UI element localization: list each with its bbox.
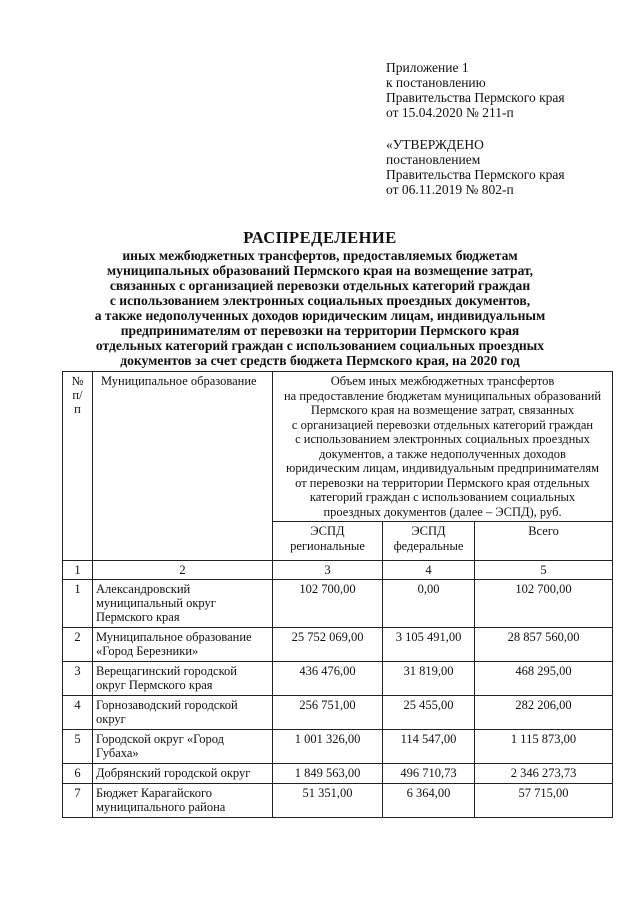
row-num: 4 bbox=[63, 696, 93, 730]
header-main-line: юридическим лицам, индивидуальным предпринимателям bbox=[286, 461, 599, 475]
index-cell: 4 bbox=[383, 561, 475, 580]
header-name: Муниципальное образование bbox=[93, 372, 273, 561]
row-total: 102 700,00 bbox=[475, 580, 613, 628]
subheader-total: Всего bbox=[475, 522, 613, 561]
subheader-federal: ЭСПД федеральные bbox=[383, 522, 475, 561]
row-num: 2 bbox=[63, 628, 93, 662]
subtitle-line: документов за счет средств бюджета Пермского края, на 2020 год bbox=[120, 353, 520, 368]
row-total: 282 206,00 bbox=[475, 696, 613, 730]
appendix-line: Правительства Пермского края bbox=[386, 90, 565, 105]
approved-line: от 06.11.2019 № 802-п bbox=[386, 182, 514, 197]
row-total: 2 346 273,73 bbox=[475, 764, 613, 784]
subtitle-line: предпринимателям от перевозки на территории Пермского края bbox=[120, 323, 520, 338]
header-main-line: с организацией перевозки отдельных категорий граждан bbox=[291, 417, 594, 432]
header-main-line: на предоставление бюджетам муниципальных образований bbox=[283, 388, 602, 403]
appendix-line: к постановлению bbox=[386, 75, 486, 90]
row-name: Муниципальное образование «Город Березники» bbox=[93, 628, 273, 662]
row-name: Верещагинский городской округ Пермского края bbox=[93, 662, 273, 696]
table-row bbox=[63, 662, 613, 696]
document-subtitle bbox=[50, 248, 590, 368]
header-main-line: Объем иных межбюджетных трансфертов bbox=[330, 374, 555, 388]
row-regional: 1 849 563,00 bbox=[273, 764, 383, 784]
row-name: Добрянский городской округ bbox=[93, 764, 273, 784]
row-name: Горнозаводский городской округ bbox=[93, 696, 273, 730]
subtitle-line: а также недополученных доходов юридическим лицам, индивидуальным bbox=[94, 308, 546, 323]
index-cell: 2 bbox=[93, 561, 273, 580]
header-main-line: от перевозки на территории Пермского края отдельных bbox=[295, 475, 590, 490]
row-regional: 256 751,00 bbox=[273, 696, 383, 730]
row-total: 57 715,00 bbox=[475, 784, 613, 818]
subtitle-line: отдельных категорий граждан с использованием социальных проездных bbox=[95, 338, 545, 353]
appendix-line: от 15.04.2020 № 211-п bbox=[386, 105, 514, 120]
row-federal: 3 105 491,00 bbox=[383, 628, 475, 662]
row-num: 7 bbox=[63, 784, 93, 818]
row-regional: 25 752 069,00 bbox=[273, 628, 383, 662]
subheader-regional: ЭСПД региональные bbox=[273, 522, 383, 561]
row-num: 5 bbox=[63, 730, 93, 764]
row-name: Городской округ «Город Губаха» bbox=[93, 730, 273, 764]
approved-line: постановлением bbox=[386, 152, 481, 167]
table-row bbox=[63, 696, 613, 730]
table-row bbox=[63, 730, 613, 764]
header-main-line: документов, а также недополученных доходов bbox=[319, 446, 566, 461]
subtitle-line: муниципальных образований Пермского края на возмещение затрат, bbox=[106, 263, 534, 278]
row-num: 1 bbox=[63, 580, 93, 628]
header-main-line: с использованием электронных социальных проездных bbox=[295, 432, 590, 446]
table-index-row bbox=[63, 561, 613, 580]
appendix-block bbox=[386, 60, 565, 120]
header-main-line: Пермского края на возмещение затрат, связанных bbox=[310, 403, 575, 417]
row-num: 6 bbox=[63, 764, 93, 784]
table-header-row bbox=[63, 372, 613, 522]
row-federal: 6 364,00 bbox=[383, 784, 475, 818]
table-row bbox=[63, 580, 613, 628]
row-total: 28 857 560,00 bbox=[475, 628, 613, 662]
row-total: 1 115 873,00 bbox=[475, 730, 613, 764]
row-federal: 31 819,00 bbox=[383, 662, 475, 696]
table-row bbox=[63, 784, 613, 818]
subtitle-line: с использованием электронных социальных проездных документов, bbox=[109, 293, 531, 308]
distribution-table bbox=[62, 371, 613, 818]
row-num: 3 bbox=[63, 662, 93, 696]
header-main-line: категорий граждан с использованием социальных bbox=[309, 490, 576, 504]
document-heading: РАСПРЕДЕЛЕНИЕ bbox=[243, 228, 397, 247]
row-federal: 114 547,00 bbox=[383, 730, 475, 764]
row-federal: 25 455,00 bbox=[383, 696, 475, 730]
header-main-line: проездных документов (далее – ЭСПД), руб. bbox=[323, 504, 562, 519]
approved-block bbox=[386, 137, 565, 197]
index-cell: 5 bbox=[475, 561, 613, 580]
subtitle-line: иных межбюджетных трансфертов, предоставляемых бюджетам bbox=[122, 248, 518, 263]
approved-line: «УТВЕРЖДЕНО bbox=[386, 137, 484, 152]
row-name: Бюджет Карагайского муниципального района bbox=[93, 784, 273, 818]
header-num: № п/п bbox=[63, 372, 93, 561]
approved-line: Правительства Пермского края bbox=[386, 167, 565, 182]
row-federal: 0,00 bbox=[383, 580, 475, 628]
header-main bbox=[273, 372, 613, 522]
index-cell: 1 bbox=[63, 561, 93, 580]
row-regional: 1 001 326,00 bbox=[273, 730, 383, 764]
appendix-line: Приложение 1 bbox=[386, 60, 469, 75]
row-regional: 51 351,00 bbox=[273, 784, 383, 818]
row-regional: 102 700,00 bbox=[273, 580, 383, 628]
row-total: 468 295,00 bbox=[475, 662, 613, 696]
row-federal: 496 710,73 bbox=[383, 764, 475, 784]
table-row bbox=[63, 628, 613, 662]
index-cell: 3 bbox=[273, 561, 383, 580]
row-regional: 436 476,00 bbox=[273, 662, 383, 696]
table-row bbox=[63, 764, 613, 784]
row-name: Александровский муниципальный округ Пермского края bbox=[93, 580, 273, 628]
subtitle-line: связанных с организацией перевозки отдельных категорий граждан bbox=[109, 278, 531, 293]
